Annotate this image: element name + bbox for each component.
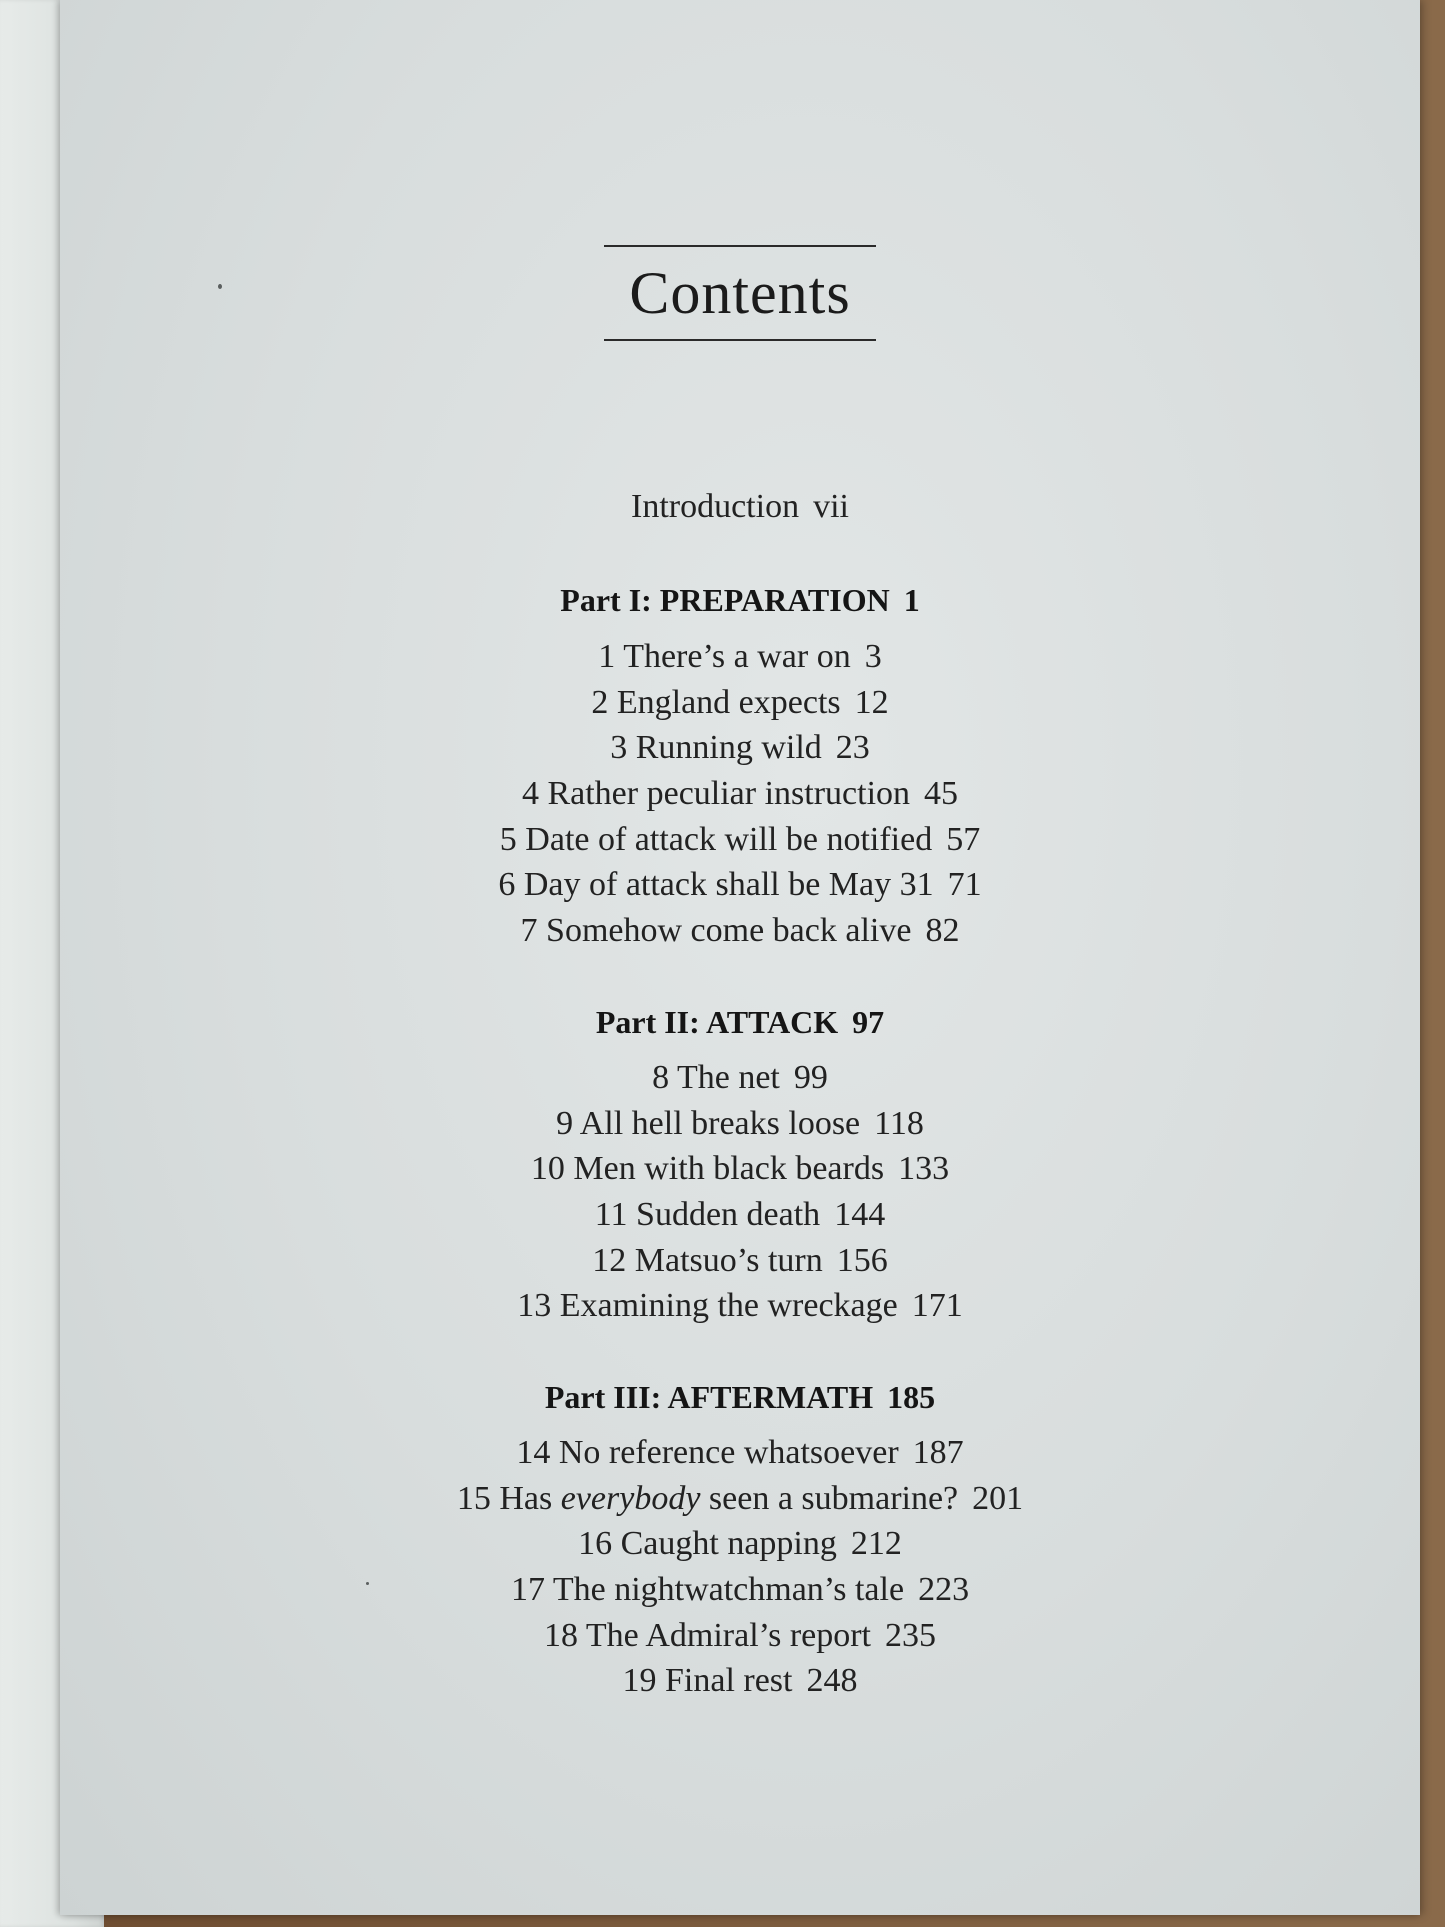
- chapter-page: 187: [912, 1434, 964, 1471]
- toc-chapter: [60, 820, 1420, 860]
- chapter-title: All hell breaks loose: [579, 1105, 861, 1142]
- toc-chapter: [60, 728, 1420, 768]
- chapter-number: 19: [622, 1662, 657, 1699]
- chapter-number: 9: [556, 1105, 574, 1142]
- chapter-number: 18: [543, 1617, 578, 1654]
- toc-chapter: [60, 1286, 1420, 1326]
- chapter-page: 201: [972, 1480, 1024, 1517]
- chapter-number: 16: [578, 1525, 613, 1562]
- chapter-number: 1: [598, 638, 616, 675]
- toc-chapter: [60, 1661, 1420, 1701]
- chapter-title: Caught napping: [620, 1525, 837, 1562]
- toc-chapter: [60, 1479, 1420, 1519]
- part-page: 1: [903, 582, 920, 618]
- toc-chapter: [60, 1241, 1420, 1281]
- toc-introduction: [60, 487, 1420, 527]
- chapter-number: 5: [499, 821, 517, 858]
- chapter-page: 71: [947, 866, 982, 903]
- chapter-page: 248: [806, 1662, 858, 1699]
- chapter-number: 6: [498, 866, 516, 903]
- part-title: Part III: AFTERMATH: [544, 1379, 874, 1415]
- chapter-number: 8: [652, 1059, 670, 1096]
- title-rules: [604, 245, 876, 341]
- chapter-title: Final rest: [665, 1662, 793, 1699]
- toc-chapter: [60, 1570, 1420, 1610]
- toc-chapter: [60, 637, 1420, 677]
- part-title: Part II: ATTACK: [595, 1004, 839, 1040]
- chapter-page: 223: [918, 1571, 970, 1608]
- chapter-title-start: Has: [499, 1480, 553, 1517]
- chapter-page: 82: [925, 912, 960, 949]
- chapter-number: 11: [594, 1196, 628, 1233]
- toc-chapter: [60, 1195, 1420, 1235]
- chapter-number: 13: [517, 1287, 552, 1324]
- chapter-number: 4: [521, 775, 539, 812]
- chapter-title-end: seen a submarine?: [708, 1480, 959, 1517]
- toc-chapter: [60, 865, 1420, 905]
- chapter-title: Rather peculiar instruction: [547, 775, 911, 812]
- part-page: 185: [887, 1379, 936, 1415]
- part-title: Part I: PREPARATION: [560, 582, 890, 618]
- toc-chapter: [60, 1149, 1420, 1189]
- chapter-number: 17: [510, 1571, 545, 1608]
- chapter-title: Somehow come back alive: [546, 912, 912, 949]
- chapter-title: Men with black beards: [573, 1150, 885, 1187]
- toc-chapter: [60, 774, 1420, 814]
- toc-chapter: [60, 683, 1420, 723]
- chapter-number: 15: [456, 1480, 491, 1517]
- chapter-title: Sudden death: [636, 1196, 821, 1233]
- chapter-page: 23: [835, 729, 870, 766]
- chapter-page: 144: [834, 1196, 886, 1233]
- chapter-page: 118: [874, 1105, 924, 1142]
- chapter-title: Day of attack shall be May 31: [523, 866, 934, 903]
- part-heading: [60, 580, 1420, 620]
- chapter-page: 99: [793, 1059, 828, 1096]
- toc-chapter: [60, 1616, 1420, 1656]
- chapter-page: 133: [898, 1150, 950, 1187]
- chapter-title-emphasis: everybody: [560, 1480, 701, 1517]
- entry-title: Introduction: [631, 488, 800, 525]
- chapter-title: No reference whatsoever: [558, 1434, 899, 1471]
- chapter-number: 12: [592, 1242, 627, 1279]
- entry-page: vii: [813, 488, 849, 525]
- chapter-title: England expects: [616, 684, 841, 721]
- part-heading: [60, 1002, 1420, 1042]
- chapter-title: Matsuo’s turn: [634, 1242, 823, 1279]
- chapter-title: Date of attack will be notified: [525, 821, 933, 858]
- chapter-title: There’s a war on: [623, 638, 851, 675]
- chapter-page: 156: [836, 1242, 888, 1279]
- chapter-number: 10: [530, 1150, 565, 1187]
- chapter-page: 3: [864, 638, 882, 675]
- chapter-number: 2: [591, 684, 609, 721]
- toc-chapter: [60, 911, 1420, 951]
- chapter-title: The Admiral’s report: [585, 1617, 872, 1654]
- chapter-page: 171: [911, 1287, 963, 1324]
- chapter-number: 3: [610, 729, 628, 766]
- part-heading: [60, 1377, 1420, 1417]
- chapter-number: 14: [516, 1434, 551, 1471]
- toc-chapter: [60, 1524, 1420, 1564]
- title-block: [60, 245, 1420, 341]
- toc-chapter: [60, 1104, 1420, 1144]
- chapter-title: The nightwatchman’s tale: [552, 1571, 905, 1608]
- chapter-title: Running wild: [635, 729, 822, 766]
- toc-chapter: [60, 1433, 1420, 1473]
- chapter-page: 57: [946, 821, 981, 858]
- chapter-page: 212: [850, 1525, 902, 1562]
- chapter-page: 235: [885, 1617, 937, 1654]
- chapter-title: The net: [676, 1059, 780, 1096]
- chapter-page: 12: [854, 684, 889, 721]
- part-page: 97: [852, 1004, 885, 1040]
- toc-chapter: [60, 1058, 1420, 1098]
- chapter-page: 45: [924, 775, 959, 812]
- chapter-number: 7: [520, 912, 538, 949]
- chapter-title: Examining the wreckage: [559, 1287, 898, 1324]
- page-title: Contents: [629, 260, 851, 326]
